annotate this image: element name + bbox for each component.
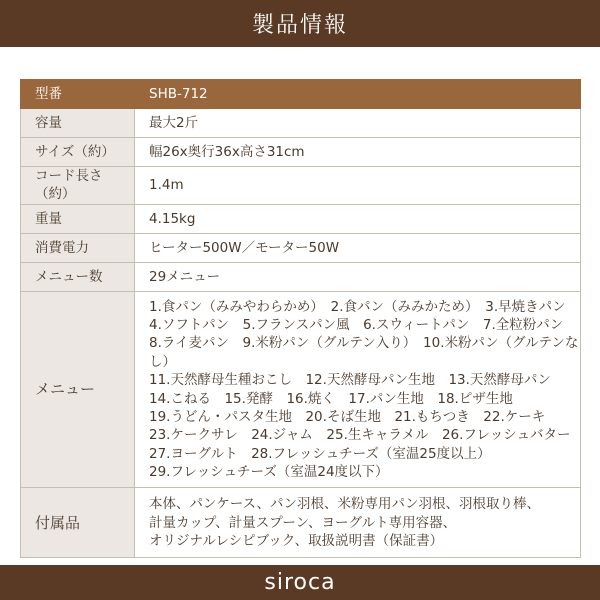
page-title: 製品情報 [251,13,348,38]
spec-label: サイズ（約） [21,138,135,167]
spec-label: 付属品 [21,488,135,558]
spec-row-weight [21,204,581,233]
menu-line: 11.天然酵母生種おこし 12.天然酵母パン生地 13.天然酵母パン [149,372,551,389]
page-header [0,0,600,47]
spec-label: メニュー数 [21,262,135,291]
spec-row-menu [21,291,581,488]
accessories-list [135,488,581,558]
spec-label: 重量 [21,204,135,233]
menu-line: 27.ヨーグルト 28.フレッシュチーズ（室温25度以上） [149,445,491,462]
menu-line: 29.フレッシュチーズ（室温24度以下） [149,463,389,480]
accessory-line: 計量カップ、計量スプーン、ヨーグルト専用容器、 [149,514,457,531]
menu-line: 8.ライ麦パン 9.米粉パン（グルテン入り） 10.米粉パン（グルテンなし） [149,335,579,370]
spec-row-menu-count [21,262,581,291]
spec-row-model [21,80,581,109]
spec-value: ヒーター500W／モーター50W [135,233,581,262]
menu-line: 14.こねる 15.発酵 16.焼く 17.パン生地 18.ピザ生地 [149,390,513,407]
spec-value: 1.4m [135,167,581,205]
spec-row-power [21,233,581,262]
spec-label: コード長さ（約） [21,167,135,205]
spec-label: 型番 [21,80,135,109]
spec-label: 容量 [21,109,135,138]
menu-line: 19.うどん・パスタ生地 20.そば生地 21.もちつき 22.ケーキ [149,408,546,425]
menu-line: 4.ソフトパン 5.フランスパン風 6.スウィートパン 7.全粒粉パン [149,317,564,334]
spec-value: 29メニュー [135,262,581,291]
spec-table [20,79,581,558]
spec-label: メニュー [21,291,135,488]
spec-row-cord-length [21,167,581,205]
spec-row-size [21,138,581,167]
accessory-line: 本体、パンケース、パン羽根、米粉専用パン羽根、羽根取り棒、 [149,496,540,513]
spec-value: 幅26x奥行36x高さ31cm [135,138,581,167]
spec-value: 4.15kg [135,204,581,233]
spec-label: 消費電力 [21,233,135,262]
spec-value: SHB-712 [135,80,581,109]
spec-value: 最大2斤 [135,109,581,138]
accessory-line: オリジナルレシピブック、取扱説明書（保証書） [149,533,444,550]
menu-list [135,291,581,488]
spec-row-capacity [21,109,581,138]
menu-line: 1.食パン（みみやわらかめ） 2.食パン（みみかため） 3.早焼きパン [149,298,566,315]
menu-line: 23.ケークサレ 24.ジャム 25.生キャラメル 26.フレッシュバター [149,427,571,444]
brand-logo: siroca [264,570,336,595]
spec-row-accessories [21,488,581,558]
brand-footer [0,565,600,600]
